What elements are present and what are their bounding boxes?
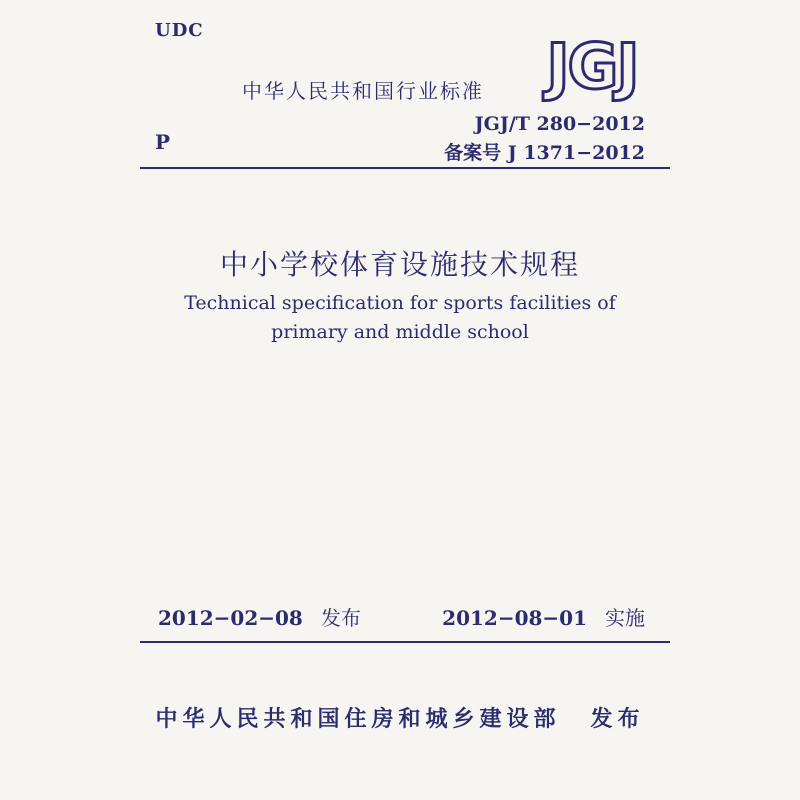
classification-code: P — [155, 130, 171, 154]
jgj-logo-text: JGJ — [546, 30, 638, 102]
title-english-line2: primary and middle school — [271, 321, 529, 343]
issue-label: 发布 — [320, 606, 361, 630]
standard-code: JGJ/T 280−2012 — [474, 113, 645, 135]
header-divider — [140, 167, 670, 169]
publisher-name: 中华人民共和国住房和城乡建设部 — [155, 707, 561, 732]
publisher-action: 发布 — [590, 707, 645, 732]
effective-date-block — [442, 602, 645, 631]
title-english-line1: Technical specification for sports facilities of — [184, 292, 616, 314]
issue-date-block — [158, 602, 361, 631]
publisher-block — [0, 702, 800, 733]
footer-divider — [140, 641, 670, 643]
record-number: 备案号 J 1371−2012 — [444, 142, 645, 164]
jgj-logo — [537, 30, 647, 102]
effective-date: 2012−08−01 — [442, 606, 587, 630]
title-chinese: 中小学校体育设施技术规程 — [219, 248, 580, 281]
issue-date: 2012−02−08 — [158, 606, 303, 630]
udc-label: UDC — [155, 20, 204, 41]
effective-label: 实施 — [605, 606, 645, 630]
industry-standard-label: 中华人民共和国行业标准 — [242, 79, 484, 103]
